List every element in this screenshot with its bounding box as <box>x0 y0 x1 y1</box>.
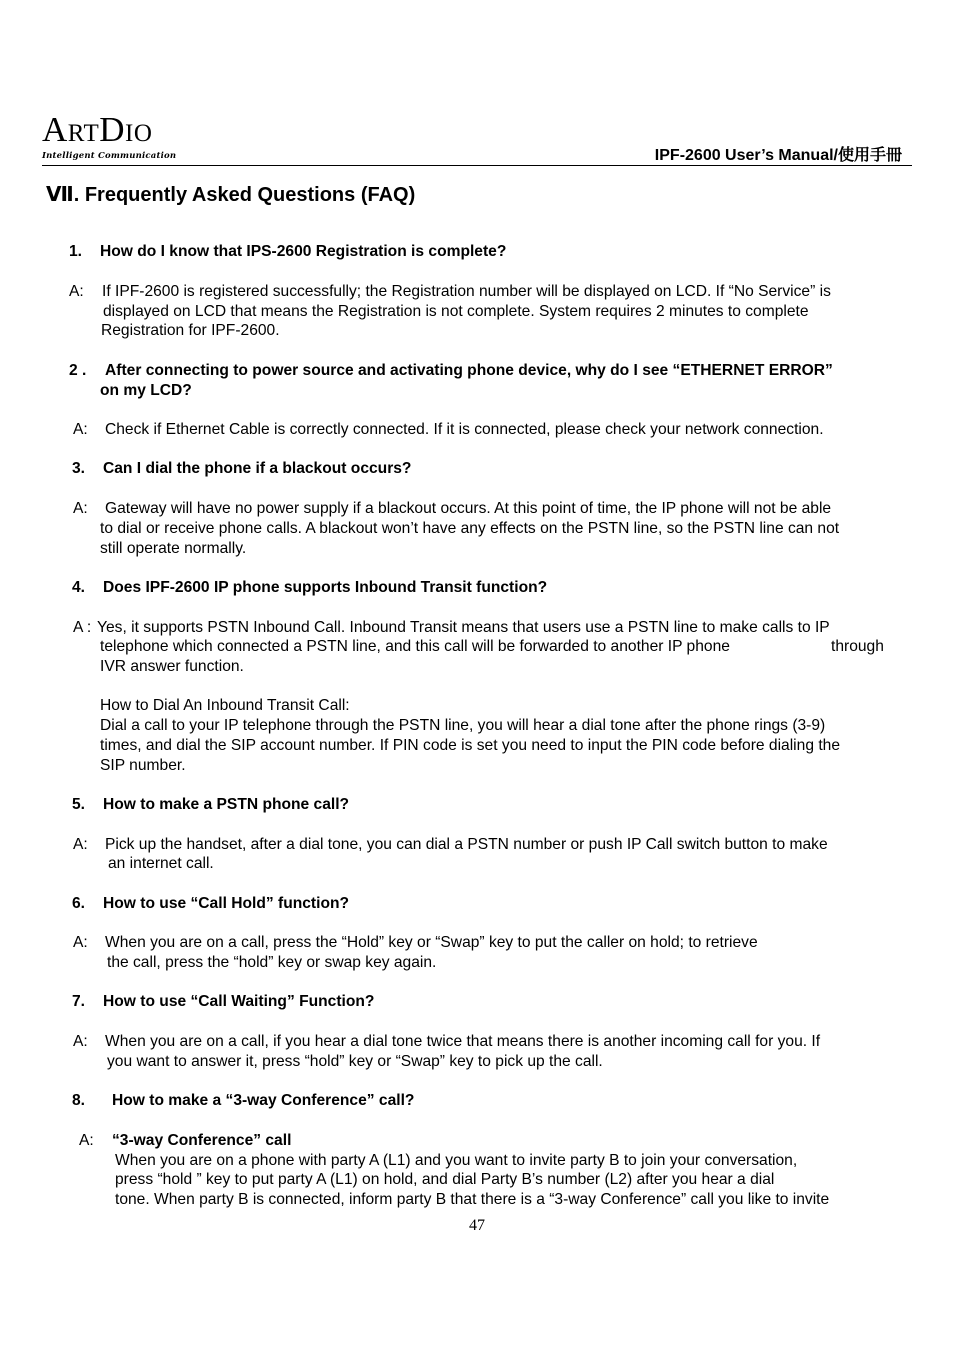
faq-answer-7 <box>73 1032 820 1052</box>
answer-label: A: <box>79 1132 94 1149</box>
manual-title: IPF-2600 User’s Manual/使用手冊 <box>654 147 902 164</box>
answer-line: the call, press the “hold” key or swap key again. <box>107 954 437 971</box>
answer-line: IVR answer function. <box>100 658 244 675</box>
section-title: Ⅶ. Frequently Asked Questions (FAQ) <box>46 184 416 206</box>
faq-question-6 <box>72 894 349 914</box>
answer-line: through <box>831 638 884 655</box>
answer-line: If IPF-2600 is registered successfully; the Registration number will be displayed on LCD. If “No Service” is <box>102 283 831 300</box>
answer-label: A: <box>73 934 88 951</box>
answer-label: A: <box>73 836 88 853</box>
question-number: 2 . <box>69 362 87 379</box>
faq-question-2 <box>69 361 833 381</box>
answer-line: Gateway will have no power supply if a blackout occurs. At this point of time, the IP phone will not be able <box>105 500 832 517</box>
answer-heading: “3-way Conference” call <box>112 1132 292 1149</box>
question-text: Can I dial the phone if a blackout occurs? <box>103 460 412 477</box>
question-number: 7. <box>72 993 86 1010</box>
question-number: 1. <box>69 243 83 260</box>
answer-label: A : <box>73 619 92 636</box>
faq-answer-6 <box>73 933 758 953</box>
answer-line: Registration for IPF-2600. <box>101 322 280 339</box>
question-text: How to use “Call Waiting” Function? <box>103 993 375 1010</box>
answer-line: SIP number. <box>100 757 186 774</box>
question-text: on my LCD? <box>100 382 192 399</box>
artdio-logo <box>42 112 182 160</box>
question-number: 8. <box>72 1092 86 1109</box>
faq-question-1 <box>69 242 506 262</box>
question-number: 5. <box>72 796 86 813</box>
faq-answer-3 <box>73 499 831 519</box>
question-text: How to use “Call Hold” function? <box>103 895 350 912</box>
answer-line: times, and dial the SIP account number. If PIN code is set you need to input the PIN code before dialing the <box>100 737 841 754</box>
faq-answer-2 <box>73 420 824 440</box>
header-divider <box>42 165 912 166</box>
answer-line: When you are on a call, press the “Hold” key or “Swap” key to put the caller on hold; to retrieve <box>105 934 758 951</box>
question-number: 4. <box>72 579 86 596</box>
answer-line: tone. When party B is connected, inform party B that there is a “3-way Conference” call you like to invite <box>115 1191 830 1208</box>
answer-line: When you are on a call, if you hear a dial tone twice that means there is another incoming call for you. If <box>105 1033 821 1050</box>
answer-line: still operate normally. <box>100 540 247 557</box>
question-number: 3. <box>72 460 86 477</box>
answer-label: A: <box>69 283 84 300</box>
answer-line: Yes, it supports PSTN Inbound Call. Inbound Transit means that users use a PSTN line to make calls to IP <box>97 619 830 636</box>
answer-line: When you are on a phone with party A (L1) and you want to invite party B to join your conversation, <box>115 1152 798 1169</box>
question-text: After connecting to power source and activating phone device, why do I see “ETHERNET ERROR” <box>105 362 833 379</box>
answer-line: telephone which connected a PSTN line, and this call will be forwarded to another IP phone <box>100 638 730 655</box>
faq-answer-5 <box>73 835 828 855</box>
answer-label: A: <box>73 500 88 517</box>
faq-answer-4 <box>73 618 830 638</box>
question-text: How do I know that IPS-2600 Registration is complete? <box>100 243 507 260</box>
faq-question-7 <box>72 992 374 1012</box>
faq-question-4 <box>72 578 547 598</box>
faq-question-3 <box>72 459 411 479</box>
answer-line: displayed on LCD that means the Registration is not complete. System requires 2 minutes to complete <box>103 303 809 320</box>
answer-line: to dial or receive phone calls. A blackout won’t have any effects on the PSTN line, so the PSTN line can not <box>100 520 840 537</box>
answer-label: A: <box>73 1033 88 1050</box>
answer-line: press “hold ” key to put party A (L1) on hold, and dial Party B’s number (L2) after you hear a dial <box>115 1171 775 1188</box>
page-number: 47 <box>469 1217 485 1234</box>
question-text: How to make a “3-way Conference” call? <box>112 1092 415 1109</box>
faq-question-5 <box>72 795 349 815</box>
logo-wordmark: ARTDIO <box>42 110 153 149</box>
faq-answer-8 <box>79 1131 291 1151</box>
logo-tagline: Intelligent Communication <box>42 151 177 161</box>
answer-subheading: How to Dial An Inbound Transit Call: <box>100 697 350 714</box>
answer-line: Check if Ethernet Cable is correctly connected. If it is connected, please check your network connection. <box>105 421 824 438</box>
answer-line: Pick up the handset, after a dial tone, you can dial a PSTN number or push IP Call switch button to make <box>105 836 828 853</box>
question-text: How to make a PSTN phone call? <box>103 796 350 813</box>
answer-line: you want to answer it, press “hold” key or “Swap” key to pick up the call. <box>107 1053 603 1070</box>
answer-line: an internet call. <box>108 855 214 872</box>
question-text: Does IPF-2600 IP phone supports Inbound Transit function? <box>103 579 548 596</box>
faq-answer-1 <box>69 282 831 302</box>
question-number: 6. <box>72 895 86 912</box>
faq-question-8 <box>72 1091 414 1111</box>
answer-label: A: <box>73 421 88 438</box>
answer-line: Dial a call to your IP telephone through the PSTN line, you will hear a dial tone after the phone rings (3-9) <box>100 717 826 734</box>
